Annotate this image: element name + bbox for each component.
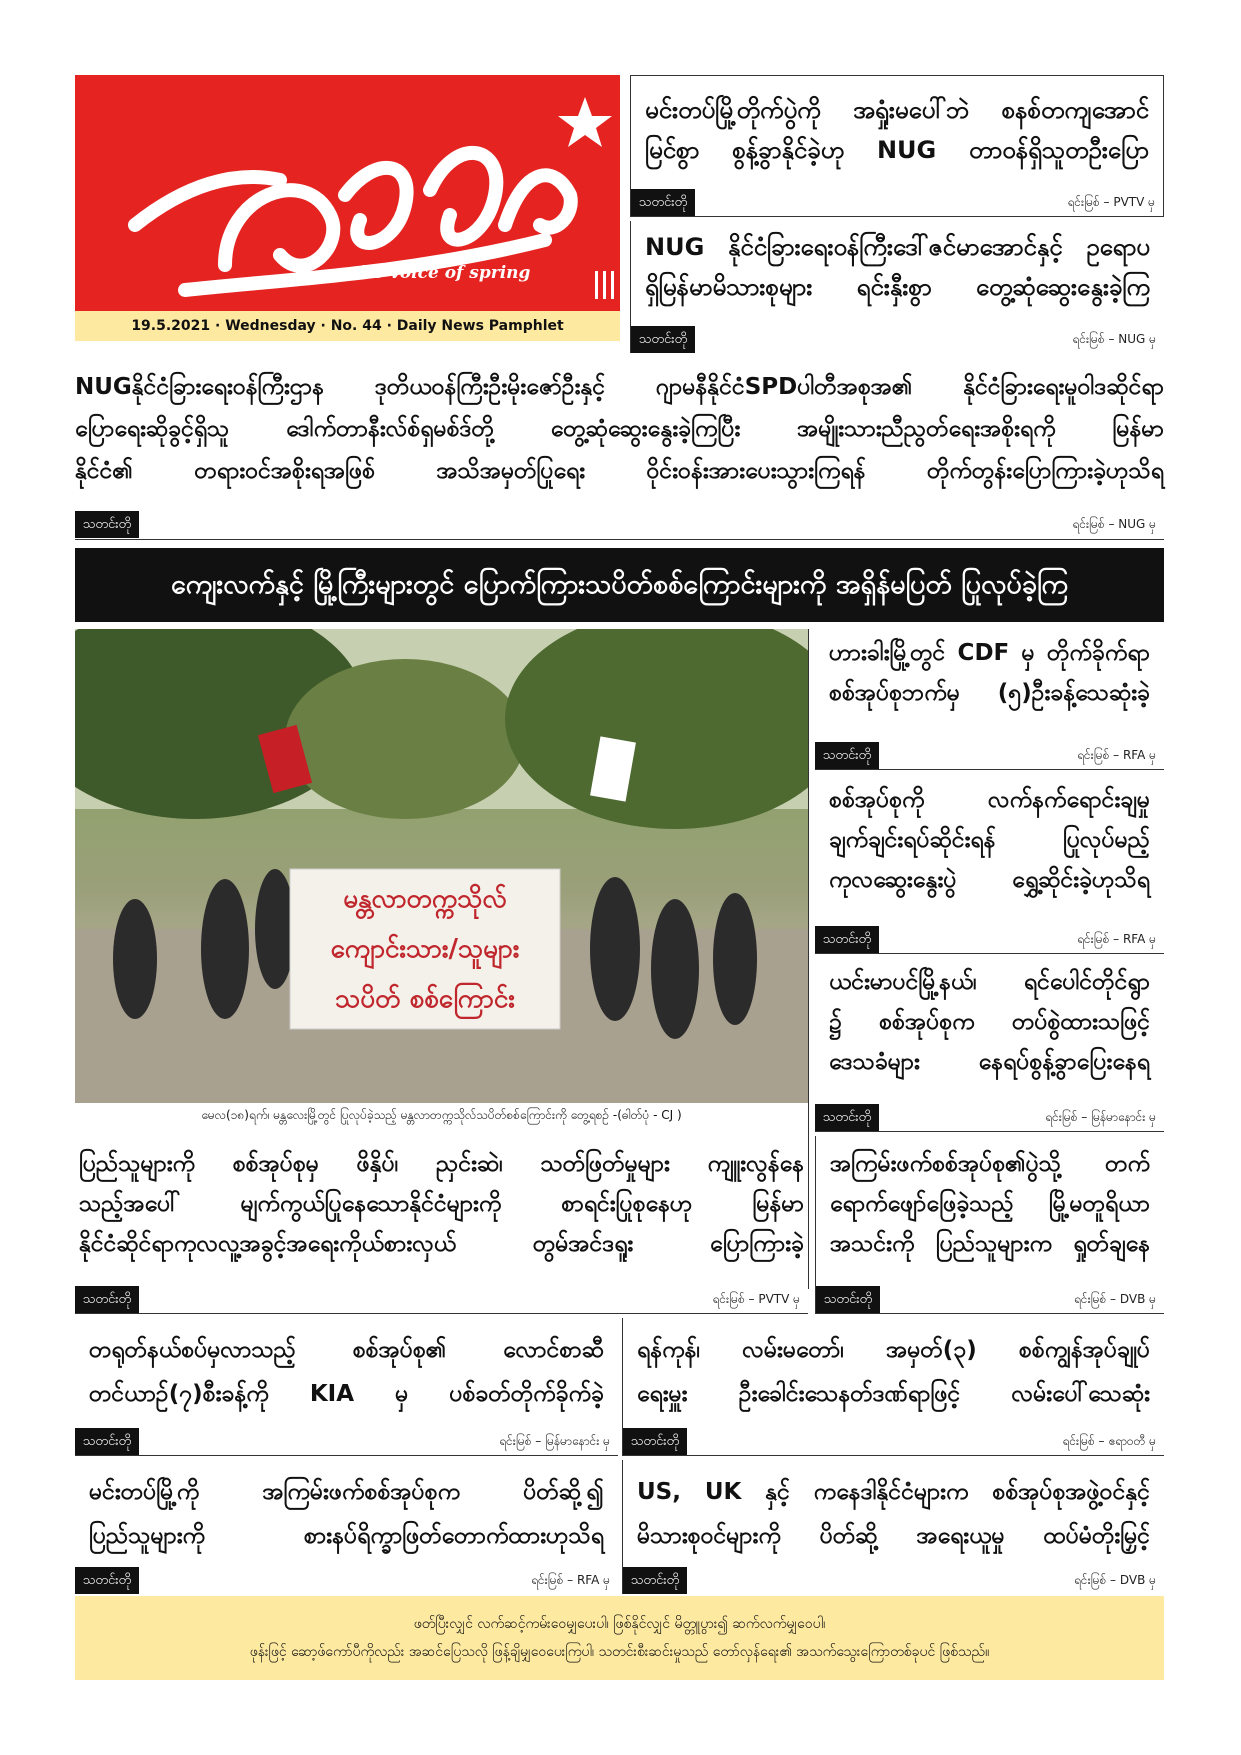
masthead-tagline: the voice of spring [353, 263, 531, 283]
story-s2-line1: NUG နိုင်ငံခြားရေးဝန်ကြီးဒေါ်ဇင်မာအောင်နှင့် ဥရောပ [645, 233, 1150, 261]
story-s7-source: ရင်းမြစ် – DVB မှ [1074, 1292, 1156, 1306]
masthead-logo [75, 75, 620, 311]
footer-line1: ဖတ်ပြီးလျှင် လက်ဆင့်ကမ်းဝေမျှပေးပါ၊ ဖြစ်နိုင်လျှင် မိတ္တူပွား၍ ဆက်လက်မျှဝေပါ၊ [413, 1616, 826, 1632]
story-s8-line1: တရုတ်နယ်စပ်မှလာသည့် စစ်အုပ်စု၏ လောင်စာဆီ [89, 1337, 604, 1363]
story-s6-line3: နိုင်ငံဆိုင်ရာကုလလူ့အခွင့်အရေးကိုယ်စားလှယ် တွမ်အင်ဒရူး ပြောကြားခဲ့ [79, 1231, 804, 1257]
story-s1-line2: မြင်စွာ စွန့်ခွာနိုင်ခဲ့ဟု NUG တာဝန်ရှိသူတဦးပြော [645, 136, 1149, 164]
lead-line1: NUGနိုင်ငံခြားရေးဝန်ကြီးဌာန ဒုတိယဝန်ကြီးဦးမိုးဇော်ဦးနှင့် ဂျာမနီနိုင်ငံSPDပါတီအစုအ၏ နိုင်ငံခြားရေးမူဝါဒဆိုင်ရာ [75, 374, 1164, 400]
story-s11-line2: မိသားစုဝင်များကို ပိတ်ဆို့ အရေးယူမှု ထပ်မံတိုးမြှင့် [637, 1523, 1150, 1549]
photo-banner-line3: သပိတ် စစ်ကြောင်း [335, 984, 515, 1014]
story-s3-line1: ဟားခါးမြို့တွင် CDF မှ တိုက်ခိုက်ရာ [829, 640, 1150, 666]
news-tag: သတင်းတို [631, 326, 695, 353]
story-s8-source: ရင်းမြစ် – မြန်မာနောင်း မှ [499, 1434, 610, 1448]
story-s5 [815, 958, 1164, 1132]
story-s2-source: ရင်းမြစ် – NUG မှ [1072, 332, 1156, 346]
story-s7 [815, 1136, 1164, 1314]
photo-caption: မေလ(၁၈)ရက်၊ မန္တလေးမြို့တွင် ပြုလုပ်ခဲ့သည့် မန္တလာတက္ကသိုလ်သပိတ်စစ်ကြောင်းကို တွေ့ရစဉ် -(ဓါတ်ပုံ - CJ ) [201, 1108, 682, 1122]
story-s5-line2: ၌ စစ်အုပ်စုက တပ်စွဲထားသဖြင့် [829, 1009, 1150, 1035]
story-s6-line2: သည့်အပေါ် မျက်ကွယ်ပြုနေသောနိုင်ငံများကို စာရင်းပြုစုနေဟု မြန်မာ [79, 1191, 804, 1217]
story-s5-line3: ဒေသခံများ နေရပ်စွန့်ခွာပြေးနေရ [829, 1049, 1150, 1075]
story-s7-line1: အကြမ်းဖက်စစ်အုပ်စု၏ပွဲသို့ တက် [830, 1151, 1150, 1177]
story-s2 [630, 221, 1164, 353]
footer-line2: ဖုန်းဖြင့် ဆော့ဖ်ကော်ပီကိုလည်း အဆင်ပြေသလို ဖြန့်ချိမျှဝေပေးကြပါ၊ သတင်းစီးဆင်းမှုသည် တော်လှန်ရေး၏ အသက်သွေးကြောတစ်ခုပင် ဖြစ်သည်။ [249, 1644, 990, 1660]
story-s11-line1: US, UK နှင့် ကနေဒါနိုင်ငံများက စစ်အုပ်စုအဖွဲ့ဝင်နှင့် [637, 1479, 1150, 1505]
issue-line: 19.5.2021 · Wednesday · No. 44 · Daily News Pamphlet [131, 318, 564, 334]
news-tag: သတင်းတို [815, 1104, 879, 1131]
story-s10 [75, 1460, 618, 1594]
news-tag: သတင်းတို [815, 742, 879, 769]
story-s11-source: ရင်းမြစ် – DVB မှ [1074, 1573, 1156, 1587]
masthead [75, 75, 620, 341]
story-s3-source: ရင်းမြစ် – RFA မှ [1077, 748, 1156, 762]
story-s10-source: ရင်းမြစ် – RFA မှ [531, 1573, 610, 1587]
story-s1-line1: မင်းတပ်မြို့တိုက်ပွဲကို အရှုံးမပေါ်ဘဲ စနစ်တကျအောင် [645, 96, 1149, 124]
story-s1 [630, 75, 1164, 217]
story-s7-line3: အသင်းကို ပြည်သူများက ရှုတ်ချနေ [830, 1231, 1150, 1257]
news-tag: သတင်းတို [623, 1567, 687, 1594]
story-s8 [75, 1318, 618, 1456]
story-s4-line2: ချက်ချင်းရပ်ဆိုင်းရန် ပြုလုပ်မည့် [829, 827, 1150, 853]
news-tag: သတင်းတို [75, 1286, 139, 1313]
story-s11 [622, 1460, 1164, 1594]
lead-story [75, 362, 1164, 538]
story-s7-line2: ရောက်ဖျော်ဖြေခဲ့သည့် မြို့မတူရိယာ [830, 1191, 1150, 1217]
story-s10-line2: ပြည်သူများကို စားနပ်ရိက္ခာဖြတ်တောက်ထားဟုသိရ [89, 1523, 604, 1549]
photo-banner-line2: ကျောင်းသား/သူများ [330, 934, 520, 964]
photo-scene [75, 629, 808, 1103]
issue-strip [75, 311, 620, 341]
story-s8-line2: တင်ယာဉ်(၇)စီးခန့်ကို KIA မှ ပစ်ခတ်တိုက်ခိုက်ခဲ့ [89, 1381, 604, 1407]
story-s5-source: ရင်းမြစ် – မြန်မာနောင်း မှ [1045, 1110, 1156, 1124]
footer-notice [75, 1596, 1164, 1680]
news-tag: သတင်းတို [816, 1286, 880, 1313]
story-s2-line2: ရှိမြန်မာမိသားစုများ ရင်းနှီးစွာ တွေ့ဆုံဆွေးနွေးခဲ့ကြ [645, 273, 1150, 301]
banner-headline [75, 548, 1164, 622]
news-tag: သတင်းတို [75, 1428, 139, 1455]
story-s3 [815, 629, 1164, 770]
story-s6-line1: ပြည်သူများကို စစ်အုပ်စုမှ ဖိနှိပ်၊ ညှင်းဆဲ၊ သတ်ဖြတ်မှုများ ကျူးလွန်နေ [79, 1151, 804, 1177]
story-s6 [75, 1136, 808, 1314]
story-s9 [622, 1318, 1164, 1456]
story-s5-line1: ယင်းမာပင်မြို့နယ်၊ ရင်ပေါင်တိုင်ရွာ [829, 969, 1150, 995]
news-tag: သတင်းတို [75, 511, 139, 538]
story-s9-source: ရင်းမြစ် – ဧရာဝတီ မှ [1062, 1434, 1156, 1448]
story-s1-source: ရင်းမြစ် – PVTV မှ [1067, 195, 1155, 209]
news-tag: သတင်းတို [815, 926, 879, 953]
lead-source: ရင်းမြစ် – NUG မှ [1072, 517, 1156, 531]
story-s3-line2: စစ်အုပ်စုဘက်မှ (၅)ဦးခန့်သေဆုံးခဲ့ [829, 680, 1150, 706]
story-s4-source: ရင်းမြစ် – RFA မှ [1077, 932, 1156, 946]
story-s4-line1: စစ်အုပ်စုကို လက်နက်ရောင်းချမှု [829, 787, 1150, 813]
story-s6-source: ရင်းမြစ် – PVTV မှ [712, 1292, 800, 1306]
news-photo [75, 629, 808, 1103]
story-s9-line2: ရေးမှူး ဦးခေါင်းသေနတ်ဒဏ်ရာဖြင့် လမ်းပေါ်သေဆုံး [637, 1381, 1150, 1407]
lead-line2: ပြောရေးဆိုခွင့်ရှိသူ ဒေါက်တာနီးလ်စ်ရှမစ်ဒ်တို့ တွေ့ဆုံဆွေးနွေးခဲ့ကြပြီး အမျိုးသားညီညွတ်ရေးအစိုးရကို မြန်မာ [75, 416, 1164, 442]
divider [75, 539, 1164, 540]
star-icon [558, 97, 612, 147]
news-tag: သတင်းတို [75, 1567, 139, 1594]
story-s9-line1: ရန်ကုန်၊ လမ်းမတော်၊ အမှတ်(၃) စစ်ကျွန်အုပ်ချုပ် [637, 1337, 1150, 1363]
column-divider [808, 629, 809, 1289]
photo-banner-line1: မန္တလာတက္ကသိုလ် [343, 884, 507, 914]
story-s4 [815, 774, 1164, 954]
news-tag: သတင်းတို [631, 189, 695, 216]
three-bars-icon [595, 271, 617, 299]
news-tag: သတင်းတို [623, 1428, 687, 1455]
story-s10-line1: မင်းတပ်မြို့ကို အကြမ်းဖက်စစ်အုပ်စုက ပိတ်ဆို့၍ [89, 1479, 604, 1505]
story-s4-line3: ကုလဆွေးနွေးပွဲ ရွှေ့ဆိုင်းခဲ့ဟုသိရ [829, 867, 1150, 893]
lead-line3: နိုင်ငံ၏ တရားဝင်အစိုးရအဖြစ် အသိအမှတ်ပြုရေး ဝိုင်းဝန်းအားပေးသွားကြရန် တိုက်တွန်းပြောကြားခဲ့ဟုသိရ [75, 458, 1164, 484]
banner-text: ကျေးလက်နှင့် မြို့ကြီးများတွင် ပြောက်ကြားသပိတ်စစ်ကြောင်းများကို အရှိန်မပြတ် ပြုလုပ်ခဲ့ကြ [171, 569, 1068, 600]
